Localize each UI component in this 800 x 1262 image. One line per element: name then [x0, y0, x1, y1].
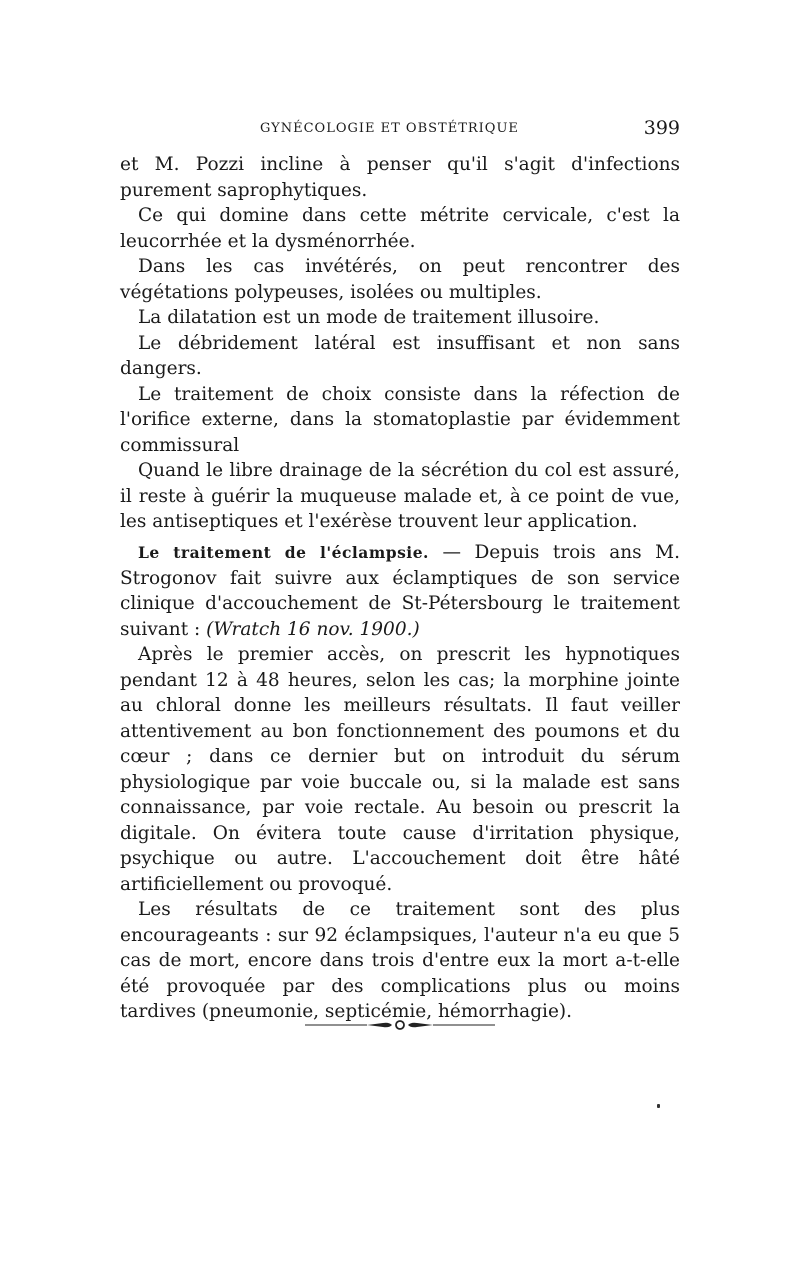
- paragraph: et M. Pozzi incline à penser qu'il s'agit d'infections purement saprophytiques.: [120, 154, 680, 201]
- article-intro-paragraph: [120, 540, 680, 642]
- paragraph: Après le premier accès, on prescrit les hypnotiques pendant 12 à 48 heures, selon les cas; la morphine jointe au chloral donne les meilleurs résultats. Il faut veiller attentivement au bon fonctionnement des poumons et du cœur ; dans ce dernier but on introduit du sérum physiologique par voie buccale ou, si la malade est sans connaissance, par voie rectale. Au besoin ou prescrit la digitale. On évitera toute cause d'irritation physique, psychique ou autre. L'accouchement doit être hâté artificiellement ou provoqué.: [120, 644, 680, 895]
- metritis-section-text: [120, 152, 680, 535]
- running-title: GYNÉCOLOGIE ET OBSTÉTRIQUE: [260, 121, 519, 136]
- article-citation: (Wratch 16 nov. 1900.): [206, 618, 420, 640]
- paragraph: La dilatation est un mode de traitement illusoire.: [138, 307, 600, 328]
- article-intro: — Depuis trois ans M. Strogonov fait suivre aux éclamptiques de son service clinique d'accouchement de St-Pétersbourg le traitement suivant :: [120, 542, 680, 640]
- paragraph: Quand le libre drainage de la sécrétion du col est assuré, il reste à guérir la muqueuse malade et, à ce point de vue, les antiseptiques et l'exérèse trouvent leur application.: [120, 460, 680, 532]
- closing-ornament: [305, 1018, 495, 1032]
- page-number: 399: [643, 117, 680, 139]
- article-title: Le traitement de l'éclampsie.: [138, 543, 429, 562]
- paragraph: Le traitement de choix consiste dans la réfection de l'orifice externe, dans la stomatoplastie par évidemment commissural: [120, 383, 680, 456]
- paragraph: Ce qui domine dans cette métrite cervicale, c'est la leucorrhée et la dysménorrhée.: [120, 205, 680, 252]
- eclampsia-article: [120, 540, 680, 1025]
- paragraph: Les résultats de ce traitement sont des plus encourageants : sur 92 éclampsiques, l'auteur n'a eu que 5 cas de mort, encore dans trois d'entre eux la mort a-t-elle été provoquée par des complications plus ou moins tardives (pneumonie, septicémie, hémorrhagie).: [120, 899, 680, 1022]
- running-head: [120, 117, 680, 141]
- paragraph: Dans les cas invétérés, on peut rencontrer des végétations polypeuses, isolées ou multiples.: [120, 256, 680, 303]
- paragraph: Le débridement latéral est insuffisant et non sans dangers.: [120, 332, 680, 379]
- print-speck: [657, 1104, 660, 1108]
